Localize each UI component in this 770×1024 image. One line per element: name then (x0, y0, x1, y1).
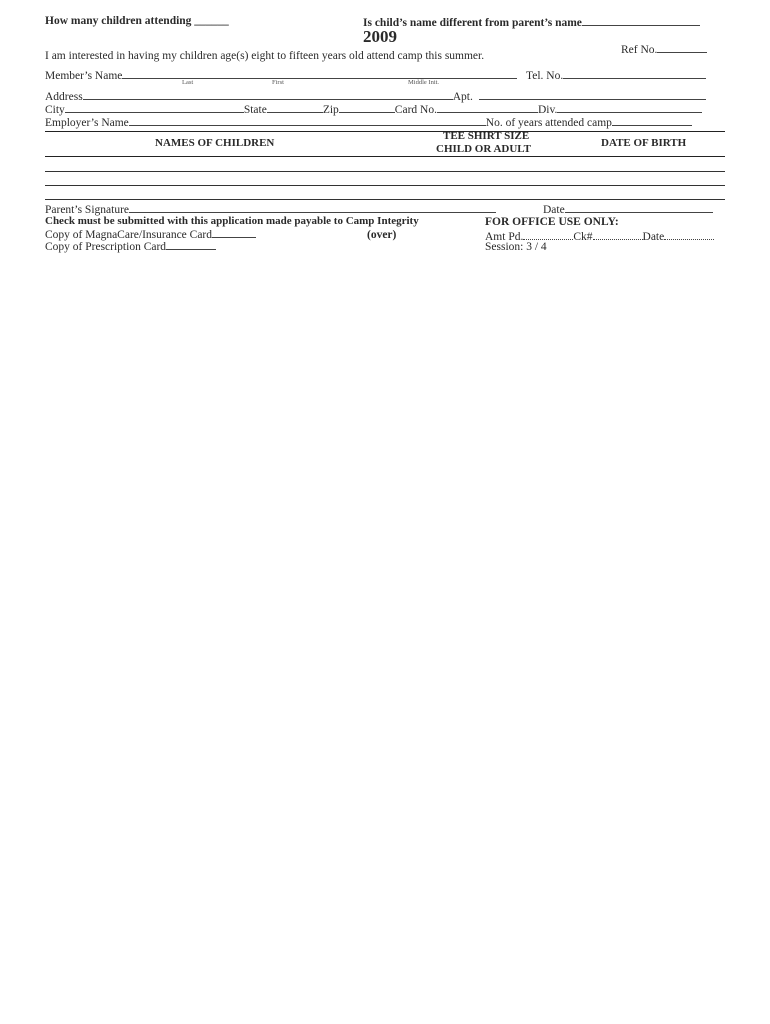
table-top-rule (45, 131, 725, 132)
office-date-label: Date (642, 231, 665, 243)
copy-magnacare-label: Copy of MagnaCare/Insurance Card (45, 229, 213, 241)
card-no-label: Card No. (394, 104, 437, 116)
address-field[interactable] (83, 89, 453, 100)
card-no-field[interactable] (437, 102, 538, 113)
tel-row (526, 68, 706, 83)
div-field[interactable] (557, 102, 702, 113)
amt-pd-field[interactable] (523, 229, 573, 240)
form-year: 2009 (363, 27, 397, 46)
col-names-of-children: NAMES OF CHILDREN (155, 137, 275, 149)
child-row-2[interactable] (45, 185, 725, 186)
signature-date-field[interactable] (565, 202, 713, 213)
copy-prescription-label: Copy of Prescription Card (45, 241, 167, 253)
tel-field[interactable] (563, 68, 706, 79)
state-label: State (243, 104, 267, 116)
city-label: City (45, 104, 65, 116)
ref-no-text: Ref No. (621, 44, 658, 56)
copy-prescription-field[interactable] (166, 239, 216, 250)
years-attended-field[interactable] (612, 115, 692, 126)
name-different-text: Is child’s name different from parent’s name (363, 17, 582, 29)
col-tee-shirt-size: TEE SHIRT SIZE (443, 130, 530, 142)
table-header-rule (45, 156, 725, 157)
member-name-field[interactable] (122, 68, 517, 79)
state-field[interactable] (267, 102, 323, 113)
zip-field[interactable] (339, 102, 395, 113)
office-use-title: FOR OFFICE USE ONLY: (485, 216, 619, 228)
ck-field[interactable] (593, 229, 643, 240)
div-label: Div. (537, 104, 558, 116)
years-attended-label: No. of years attended camp (485, 117, 612, 129)
signature-date-label: Date (543, 204, 565, 216)
apt-field[interactable] (479, 89, 706, 100)
zip-label: Zip (322, 104, 339, 116)
ref-no-field[interactable] (657, 42, 707, 53)
name-different-field[interactable] (582, 15, 700, 26)
over-label: (over) (367, 229, 397, 241)
check-note: Check must be submitted with this application made payable to Camp Integrity (45, 215, 419, 227)
col-date-of-birth: DATE OF BIRTH (601, 137, 687, 149)
amt-pd-label: Amt Pd. (485, 231, 524, 243)
apt-label: Apt. (452, 91, 473, 103)
employer-row (45, 115, 692, 130)
name-different-label (363, 15, 700, 30)
parent-signature-field[interactable] (129, 202, 496, 213)
office-date-field[interactable] (664, 229, 714, 240)
ck-label: Ck# (573, 231, 593, 243)
col-child-or-adult: CHILD OR ADULT (436, 143, 531, 155)
copy-magnacare-field[interactable] (212, 227, 256, 238)
middle-init-caption: Middle Init. (408, 79, 440, 86)
parent-signature-label: Parent’s Signature (45, 204, 129, 216)
first-caption: First (272, 79, 284, 86)
last-caption: Last (182, 79, 194, 86)
ref-no-label (621, 42, 707, 57)
tel-label: Tel. No. (526, 70, 564, 82)
member-name-label: Member’s Name (45, 70, 123, 82)
children-attending-label: How many children attending ______ (45, 15, 229, 27)
signature-date-row (543, 202, 713, 217)
address-label: Address (45, 91, 83, 103)
intro-text: I am interested in having my children age(s) eight to fifteen years old attend camp this summer. (45, 50, 485, 62)
session-text: Session: 3 / 4 (485, 241, 547, 253)
employer-field[interactable] (129, 115, 486, 126)
employer-label: Employer’s Name (45, 117, 129, 129)
child-row-3[interactable] (45, 199, 725, 200)
child-row-1[interactable] (45, 171, 725, 172)
copy-prescription-row (45, 239, 216, 254)
city-field[interactable] (65, 102, 244, 113)
